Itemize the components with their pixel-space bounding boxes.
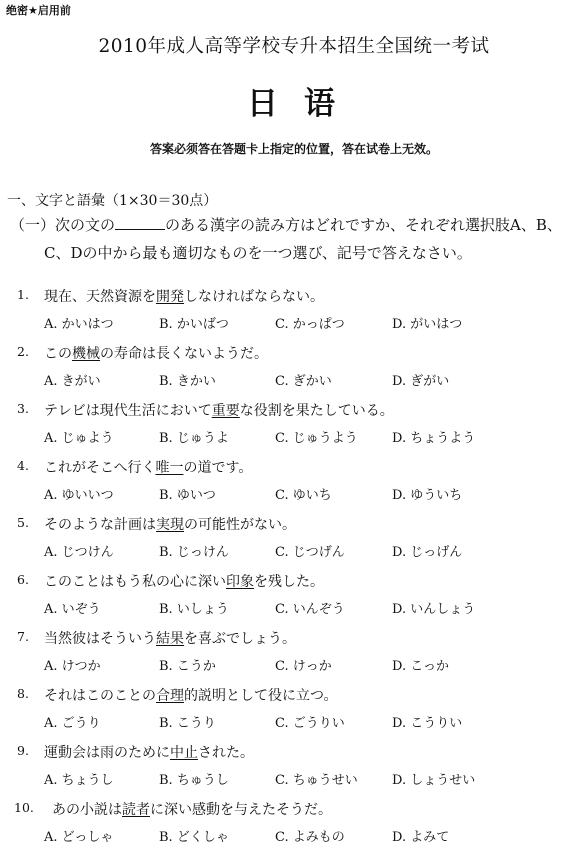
target-word: 結果 [156, 631, 184, 647]
answer-option: B. ゆいつ [159, 488, 216, 503]
answer-option: A. ゆいいつ [44, 488, 114, 503]
target-word: 開発 [156, 289, 184, 305]
question-number: 4. [17, 458, 29, 473]
answer-option: C. ごうりい [275, 716, 345, 731]
answer-option: A. どっしゃ [44, 830, 114, 845]
answer-option: C. じゅうよう [275, 431, 358, 446]
answer-option: A. ちょうし [44, 773, 114, 788]
question-text [52, 799, 332, 819]
question-number: 1. [17, 287, 29, 302]
question-text-before: これがそこへ行く [44, 460, 156, 476]
question-text [44, 343, 268, 363]
question-text-after: された。 [198, 745, 254, 761]
answer-option: A. じつけん [44, 545, 114, 560]
exam-title: 2010年成人高等学校专升本招生全国统一考试 [98, 36, 490, 57]
answer-option: C. じつげん [275, 545, 345, 560]
answer-option: C. よみもの [275, 830, 345, 845]
target-word: 印象 [226, 574, 254, 590]
blank-underline [115, 216, 165, 230]
answer-option: C. ぎかい [275, 374, 332, 389]
question-number: 10. [14, 800, 34, 815]
instruction-line-1 [10, 214, 562, 235]
question-text-after: の道です。 [183, 460, 253, 476]
question-text-before: テレビは現代生活において [44, 403, 212, 419]
question-number: 9. [17, 743, 29, 758]
section-title: 一、文字と語彙（1×30＝30点） [7, 193, 218, 209]
question-text-after: の寿命は長くないようだ。 [100, 346, 268, 362]
question-text [44, 742, 254, 762]
answer-option: A. かいはつ [44, 317, 114, 332]
instruction-prefix: （一）次の文の [10, 216, 116, 234]
target-word: 中止 [170, 745, 198, 761]
subject-title: 日语 [247, 86, 361, 122]
question-number: 5. [17, 515, 29, 530]
question-text [44, 685, 337, 705]
answer-option: B. こうり [159, 716, 216, 731]
question-text-before: そのような計画は [44, 517, 156, 533]
question-number: 6. [17, 572, 29, 587]
answer-option: D. がいはつ [392, 317, 463, 332]
question-text-after: の可能性がない。 [184, 517, 296, 533]
question-text-after: に深い感動を与えたそうだ。 [150, 802, 332, 818]
question-text-before: あの小説は [52, 802, 122, 818]
answer-option: D. いんしょう [392, 602, 476, 617]
question-number: 3. [17, 401, 29, 416]
target-word: 実現 [156, 517, 184, 533]
question-text-after: な役割を果たしている。 [239, 403, 394, 419]
question-text-after: 的説明として役に立つ。 [184, 688, 338, 704]
question-text [44, 457, 252, 477]
answer-option: C. ちゅうせい [275, 773, 358, 788]
question-text [44, 514, 296, 534]
answer-option: C. かっぱつ [275, 317, 345, 332]
answer-option: D. じっげん [392, 545, 463, 560]
question-number: 2. [17, 344, 29, 359]
target-word: 機械 [72, 346, 100, 362]
question-text-before: 現在、天然資源を [44, 289, 156, 305]
question-text [44, 286, 324, 306]
instruction-suffix: のある漢字の読み方はどれですか、それぞれ選択肢A、B、 [165, 216, 562, 234]
answer-option: B. どくしゃ [159, 830, 229, 845]
question-text-before: この [44, 346, 72, 362]
answer-notice: 答案必须答在答题卡上指定的位置，答在试卷上无效。 [149, 142, 438, 156]
answer-option: C. ゆいち [275, 488, 332, 503]
question-text [44, 571, 324, 591]
answer-option: C. けっか [275, 659, 332, 674]
answer-option: B. ちゅうし [159, 773, 229, 788]
answer-option: B. きかい [159, 374, 216, 389]
answer-option: D. ちょうよう [392, 431, 476, 446]
confidential-label: 绝密★启用前 [6, 4, 71, 17]
answer-option: A. じゅよう [44, 431, 114, 446]
answer-option: D. よみて [392, 830, 450, 845]
question-number: 7. [17, 629, 29, 644]
answer-option: D. こっか [392, 659, 449, 674]
question-text-after: を残した。 [254, 574, 324, 590]
answer-option: B. こうか [159, 659, 216, 674]
answer-option: D. しょうせい [392, 773, 476, 788]
answer-option: B. じゅうよ [159, 431, 229, 446]
answer-option: D. こうりい [392, 716, 463, 731]
target-word: 唯一 [155, 460, 184, 476]
question-text-after: を喜ぶでしょう。 [184, 631, 296, 647]
instruction-line-2: C、Dの中から最も適切なものを一つ選び、記号で答えなさい。 [44, 244, 472, 262]
question-text-before: それはこのことの [44, 688, 156, 704]
target-word: 読者 [122, 802, 150, 818]
answer-option: A. きがい [44, 374, 101, 389]
target-word: 重要 [211, 403, 240, 419]
question-text [44, 400, 394, 420]
answer-option: A. ごうり [44, 716, 101, 731]
answer-option: B. じっけん [159, 545, 229, 560]
question-text-after: しなければならない。 [184, 289, 324, 305]
answer-option: B. かいばつ [159, 317, 229, 332]
answer-option: B. いしょう [159, 602, 229, 617]
answer-option: A. いぞう [44, 602, 101, 617]
answer-option: D. ゆういち [392, 488, 463, 503]
target-word: 合理 [156, 688, 184, 704]
answer-option: D. ぎがい [392, 374, 450, 389]
question-text-before: 運動会は雨のために [44, 745, 170, 761]
question-text-before: 当然彼はそういう [44, 631, 156, 647]
answer-option: A. けつか [44, 659, 101, 674]
question-text [44, 628, 296, 648]
question-number: 8. [17, 686, 29, 701]
question-text-before: このことはもう私の心に深い [44, 574, 226, 590]
answer-option: C. いんぞう [275, 602, 345, 617]
